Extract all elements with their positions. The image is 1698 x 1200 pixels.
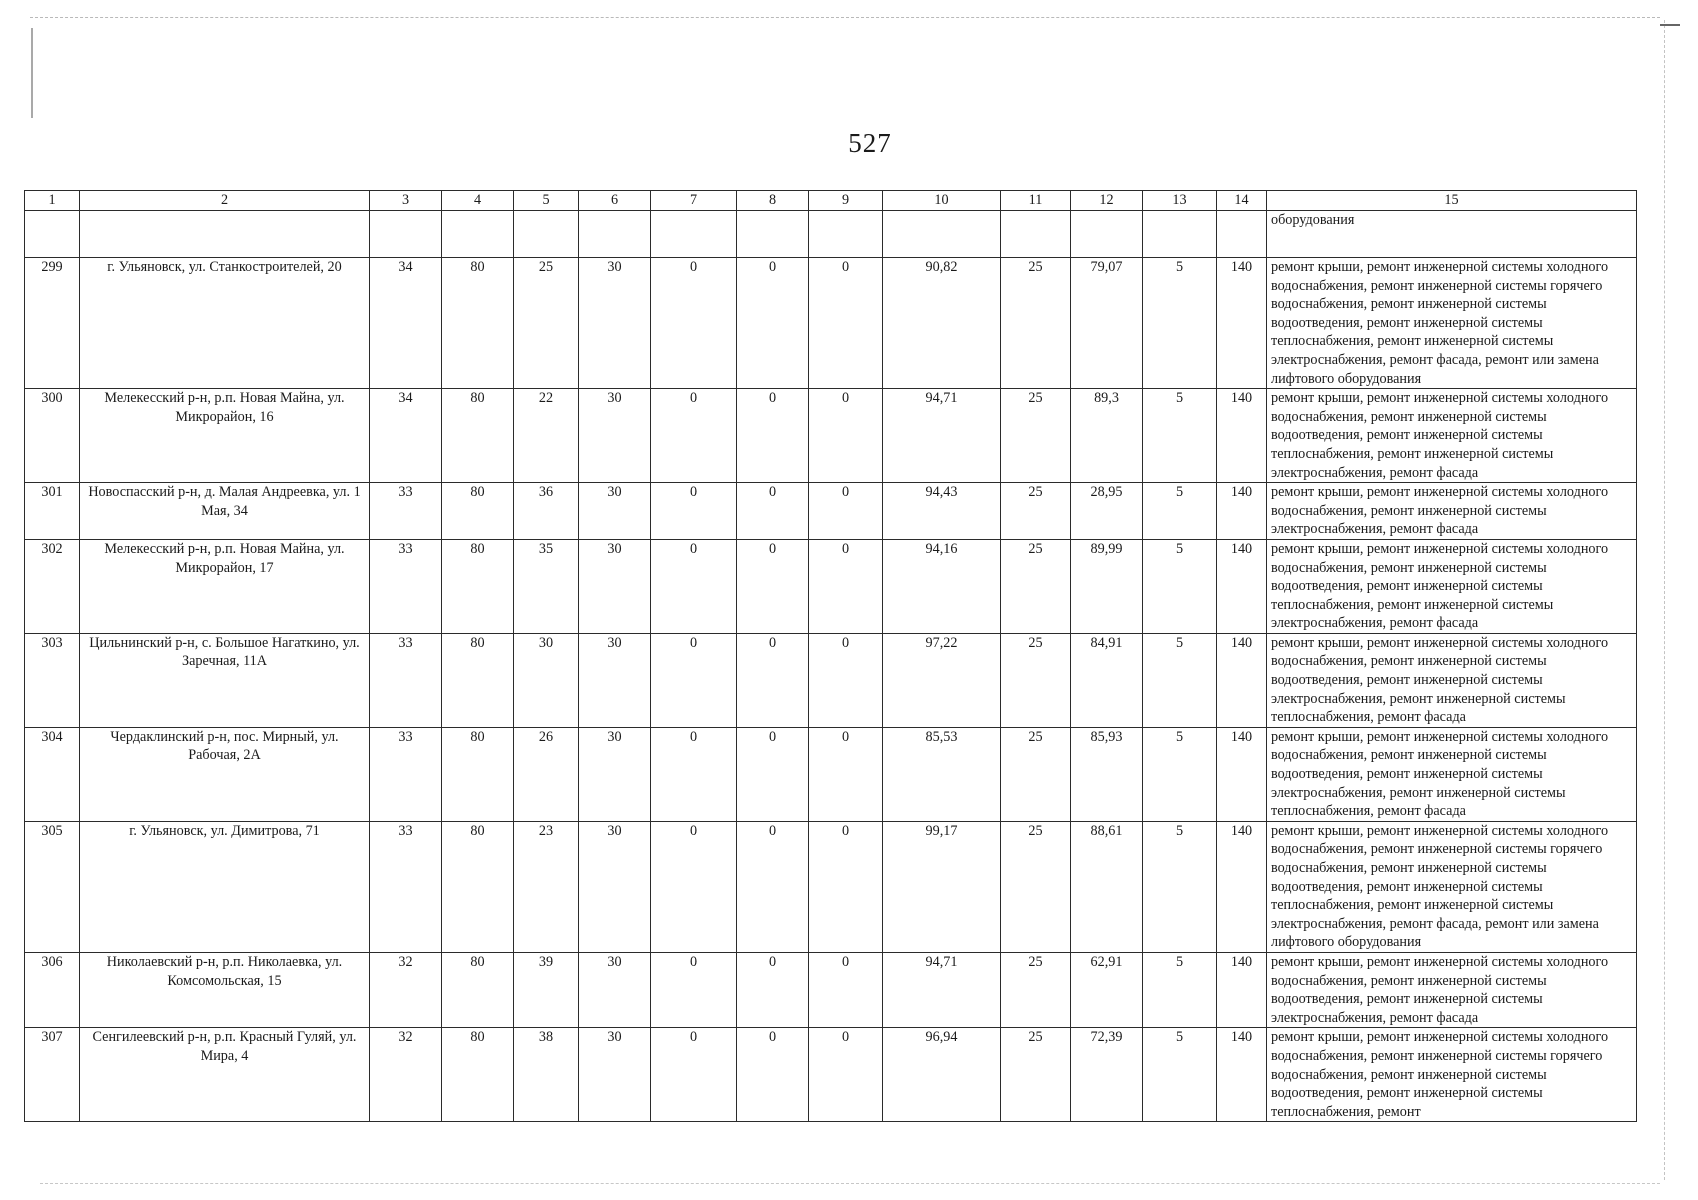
row-number-cell: 300 (25, 389, 80, 483)
value-cell-11: 25 (1001, 539, 1071, 633)
value-cell-11: 25 (1001, 389, 1071, 483)
value-cell-6: 30 (579, 1028, 651, 1122)
value-cell-12: 84,91 (1071, 633, 1143, 727)
value-cell-3: 33 (370, 483, 442, 540)
value-cell-3: 34 (370, 389, 442, 483)
value-cell-6: 30 (579, 539, 651, 633)
value-cell-12: 62,91 (1071, 952, 1143, 1027)
cell (809, 211, 883, 258)
value-cell-8: 0 (737, 727, 809, 821)
column-header-14: 14 (1217, 191, 1267, 211)
column-header-2: 2 (80, 191, 370, 211)
cell (1217, 211, 1267, 258)
works-cell: ремонт крыши, ремонт инженерной системы холодного водоснабжения, ремонт инженерной системы электроснабжения, ремонт фасада (1267, 483, 1637, 540)
column-header-9: 9 (809, 191, 883, 211)
column-header-7: 7 (651, 191, 737, 211)
value-cell-7: 0 (651, 1028, 737, 1122)
value-cell-11: 25 (1001, 821, 1071, 952)
value-cell-10: 97,22 (883, 633, 1001, 727)
value-cell-10: 94,16 (883, 539, 1001, 633)
table-row (25, 952, 1637, 1027)
value-cell-4: 80 (442, 539, 514, 633)
value-cell-13: 5 (1143, 258, 1217, 389)
cell (25, 211, 80, 258)
value-cell-6: 30 (579, 258, 651, 389)
value-cell-7: 0 (651, 483, 737, 540)
value-cell-13: 5 (1143, 539, 1217, 633)
value-cell-13: 5 (1143, 821, 1217, 952)
column-header-10: 10 (883, 191, 1001, 211)
value-cell-11: 25 (1001, 952, 1071, 1027)
value-cell-14: 140 (1217, 389, 1267, 483)
value-cell-10: 94,71 (883, 952, 1001, 1027)
scan-border-bottom (40, 1183, 1660, 1184)
table-row (25, 821, 1637, 952)
table-body (25, 211, 1637, 1122)
value-cell-13: 5 (1143, 389, 1217, 483)
cell (514, 211, 579, 258)
value-cell-12: 28,95 (1071, 483, 1143, 540)
value-cell-4: 80 (442, 952, 514, 1027)
scan-border-top (30, 17, 1660, 18)
value-cell-11: 25 (1001, 633, 1071, 727)
column-header-1: 1 (25, 191, 80, 211)
value-cell-14: 140 (1217, 821, 1267, 952)
value-cell-5: 38 (514, 1028, 579, 1122)
cell (737, 211, 809, 258)
address-cell: Николаевский р-н, р.п. Николаевка, ул. Комсомольская, 15 (80, 952, 370, 1027)
works-cell: ремонт крыши, ремонт инженерной системы холодного водоснабжения, ремонт инженерной системы водоотведения, ремонт инженерной системы теплоснабжения, ремонт инженерной системы электроснабжения, ремонт фасада (1267, 389, 1637, 483)
column-header-15: 15 (1267, 191, 1637, 211)
table-header (25, 191, 1637, 211)
value-cell-7: 0 (651, 821, 737, 952)
address-cell: Новоспасский р-н, д. Малая Андреевка, ул. 1 Мая, 34 (80, 483, 370, 540)
value-cell-13: 5 (1143, 483, 1217, 540)
address-cell: Цильнинский р-н, с. Большое Нагаткино, ул. Заречная, 11А (80, 633, 370, 727)
value-cell-4: 80 (442, 389, 514, 483)
value-cell-11: 25 (1001, 483, 1071, 540)
value-cell-4: 80 (442, 258, 514, 389)
value-cell-14: 140 (1217, 727, 1267, 821)
value-cell-9: 0 (809, 258, 883, 389)
column-header-6: 6 (579, 191, 651, 211)
value-cell-13: 5 (1143, 1028, 1217, 1122)
value-cell-3: 33 (370, 633, 442, 727)
cell (80, 211, 370, 258)
works-cell: ремонт крыши, ремонт инженерной системы холодного водоснабжения, ремонт инженерной системы горячего водоснабжения, ремонт инженерной системы водоотведения, ремонт инженерной системы теплоснабжения, ремонт инженерной системы электроснабжения, ремонт фасада, ремонт или замена лифтового оборудования (1267, 821, 1637, 952)
address-cell: г. Ульяновск, ул. Станкостроителей, 20 (80, 258, 370, 389)
value-cell-7: 0 (651, 258, 737, 389)
value-cell-9: 0 (809, 633, 883, 727)
cell (579, 211, 651, 258)
value-cell-12: 72,39 (1071, 1028, 1143, 1122)
column-header-4: 4 (442, 191, 514, 211)
value-cell-11: 25 (1001, 1028, 1071, 1122)
value-cell-10: 94,71 (883, 389, 1001, 483)
value-cell-8: 0 (737, 633, 809, 727)
cell (370, 211, 442, 258)
value-cell-9: 0 (809, 952, 883, 1027)
cell (1143, 211, 1217, 258)
value-cell-6: 30 (579, 483, 651, 540)
value-cell-4: 80 (442, 727, 514, 821)
value-cell-6: 30 (579, 633, 651, 727)
value-cell-9: 0 (809, 727, 883, 821)
works-cell: ремонт крыши, ремонт инженерной системы холодного водоснабжения, ремонт инженерной системы горячего водоснабжения, ремонт инженерной системы водоотведения, ремонт инженерной системы теплоснабжения, ремонт (1267, 1028, 1637, 1122)
row-number-cell: 299 (25, 258, 80, 389)
column-number-row (25, 191, 1637, 211)
value-cell-10: 90,82 (883, 258, 1001, 389)
works-cell: ремонт крыши, ремонт инженерной системы холодного водоснабжения, ремонт инженерной системы водоотведения, ремонт инженерной системы электроснабжения, ремонт инженерной системы теплоснабжения, ремонт фасада (1267, 633, 1637, 727)
corner-mark (1660, 24, 1680, 32)
works-cell: ремонт крыши, ремонт инженерной системы холодного водоснабжения, ремонт инженерной системы водоотведения, ремонт инженерной системы теплоснабжения, ремонт инженерной системы электроснабжения, ремонт фасада (1267, 539, 1637, 633)
column-header-3: 3 (370, 191, 442, 211)
value-cell-9: 0 (809, 1028, 883, 1122)
cell (883, 211, 1001, 258)
value-cell-12: 85,93 (1071, 727, 1143, 821)
value-cell-8: 0 (737, 258, 809, 389)
value-cell-14: 140 (1217, 952, 1267, 1027)
value-cell-13: 5 (1143, 633, 1217, 727)
value-cell-4: 80 (442, 821, 514, 952)
cell (1001, 211, 1071, 258)
value-cell-9: 0 (809, 483, 883, 540)
address-cell: Чердаклинский р-н, пос. Мирный, ул. Рабочая, 2А (80, 727, 370, 821)
value-cell-7: 0 (651, 952, 737, 1027)
value-cell-8: 0 (737, 389, 809, 483)
value-cell-7: 0 (651, 539, 737, 633)
row-number-cell: 307 (25, 1028, 80, 1122)
continuation-works-cell: оборудования (1267, 211, 1637, 258)
table-row (25, 258, 1637, 389)
value-cell-3: 34 (370, 258, 442, 389)
value-cell-9: 0 (809, 821, 883, 952)
address-cell: г. Ульяновск, ул. Димитрова, 71 (80, 821, 370, 952)
value-cell-10: 96,94 (883, 1028, 1001, 1122)
address-cell: Сенгилеевский р-н, р.п. Красный Гуляй, ул. Мира, 4 (80, 1028, 370, 1122)
column-header-8: 8 (737, 191, 809, 211)
column-header-11: 11 (1001, 191, 1071, 211)
works-cell: ремонт крыши, ремонт инженерной системы холодного водоснабжения, ремонт инженерной системы водоотведения, ремонт инженерной системы электроснабжения, ремонт инженерной системы теплоснабжения, ремонт фасада (1267, 727, 1637, 821)
row-number-cell: 301 (25, 483, 80, 540)
value-cell-8: 0 (737, 821, 809, 952)
value-cell-4: 80 (442, 633, 514, 727)
value-cell-10: 85,53 (883, 727, 1001, 821)
table-row (25, 389, 1637, 483)
value-cell-13: 5 (1143, 727, 1217, 821)
value-cell-14: 140 (1217, 539, 1267, 633)
table-row (25, 539, 1637, 633)
value-cell-5: 35 (514, 539, 579, 633)
value-cell-14: 140 (1217, 483, 1267, 540)
value-cell-6: 30 (579, 952, 651, 1027)
table-row (25, 483, 1637, 540)
value-cell-5: 36 (514, 483, 579, 540)
value-cell-13: 5 (1143, 952, 1217, 1027)
value-cell-12: 79,07 (1071, 258, 1143, 389)
value-cell-3: 33 (370, 727, 442, 821)
cell (651, 211, 737, 258)
value-cell-5: 22 (514, 389, 579, 483)
value-cell-7: 0 (651, 633, 737, 727)
row-number-cell: 302 (25, 539, 80, 633)
value-cell-8: 0 (737, 1028, 809, 1122)
scan-border-right (1664, 20, 1665, 1180)
value-cell-12: 88,61 (1071, 821, 1143, 952)
address-cell: Мелекесский р-н, р.п. Новая Майна, ул. Микрорайон, 17 (80, 539, 370, 633)
value-cell-5: 23 (514, 821, 579, 952)
value-cell-4: 80 (442, 1028, 514, 1122)
cell (1071, 211, 1143, 258)
value-cell-12: 89,3 (1071, 389, 1143, 483)
value-cell-9: 0 (809, 389, 883, 483)
value-cell-5: 26 (514, 727, 579, 821)
register-table (24, 190, 1637, 1122)
address-cell: Мелекесский р-н, р.п. Новая Майна, ул. Микрорайон, 16 (80, 389, 370, 483)
scan-border-left (31, 28, 33, 118)
value-cell-3: 32 (370, 1028, 442, 1122)
value-cell-4: 80 (442, 483, 514, 540)
value-cell-10: 99,17 (883, 821, 1001, 952)
value-cell-8: 0 (737, 483, 809, 540)
works-cell: ремонт крыши, ремонт инженерной системы холодного водоснабжения, ремонт инженерной системы горячего водоснабжения, ремонт инженерной системы водоотведения, ремонт инженерной системы теплоснабжения, ремонт инженерной системы электроснабжения, ремонт фасада, ремонт или замена лифтового оборудования (1267, 258, 1637, 389)
value-cell-6: 30 (579, 727, 651, 821)
value-cell-11: 25 (1001, 727, 1071, 821)
value-cell-5: 25 (514, 258, 579, 389)
value-cell-14: 140 (1217, 258, 1267, 389)
value-cell-8: 0 (737, 952, 809, 1027)
value-cell-5: 30 (514, 633, 579, 727)
value-cell-6: 30 (579, 821, 651, 952)
column-header-12: 12 (1071, 191, 1143, 211)
value-cell-6: 30 (579, 389, 651, 483)
table-row (25, 1028, 1637, 1122)
row-number-cell: 303 (25, 633, 80, 727)
column-header-5: 5 (514, 191, 579, 211)
column-header-13: 13 (1143, 191, 1217, 211)
works-cell: ремонт крыши, ремонт инженерной системы холодного водоснабжения, ремонт инженерной системы водоотведения, ремонт инженерной системы электроснабжения, ремонт фасада (1267, 952, 1637, 1027)
continuation-row (25, 211, 1637, 258)
value-cell-9: 0 (809, 539, 883, 633)
value-cell-14: 140 (1217, 633, 1267, 727)
value-cell-14: 140 (1217, 1028, 1267, 1122)
value-cell-7: 0 (651, 727, 737, 821)
value-cell-12: 89,99 (1071, 539, 1143, 633)
table-row (25, 633, 1637, 727)
value-cell-8: 0 (737, 539, 809, 633)
row-number-cell: 306 (25, 952, 80, 1027)
value-cell-10: 94,43 (883, 483, 1001, 540)
value-cell-7: 0 (651, 389, 737, 483)
page-number: 527 (848, 128, 892, 158)
table-row (25, 727, 1637, 821)
row-number-cell: 304 (25, 727, 80, 821)
row-number-cell: 305 (25, 821, 80, 952)
value-cell-11: 25 (1001, 258, 1071, 389)
value-cell-3: 33 (370, 539, 442, 633)
value-cell-5: 39 (514, 952, 579, 1027)
value-cell-3: 32 (370, 952, 442, 1027)
cell (442, 211, 514, 258)
value-cell-3: 33 (370, 821, 442, 952)
